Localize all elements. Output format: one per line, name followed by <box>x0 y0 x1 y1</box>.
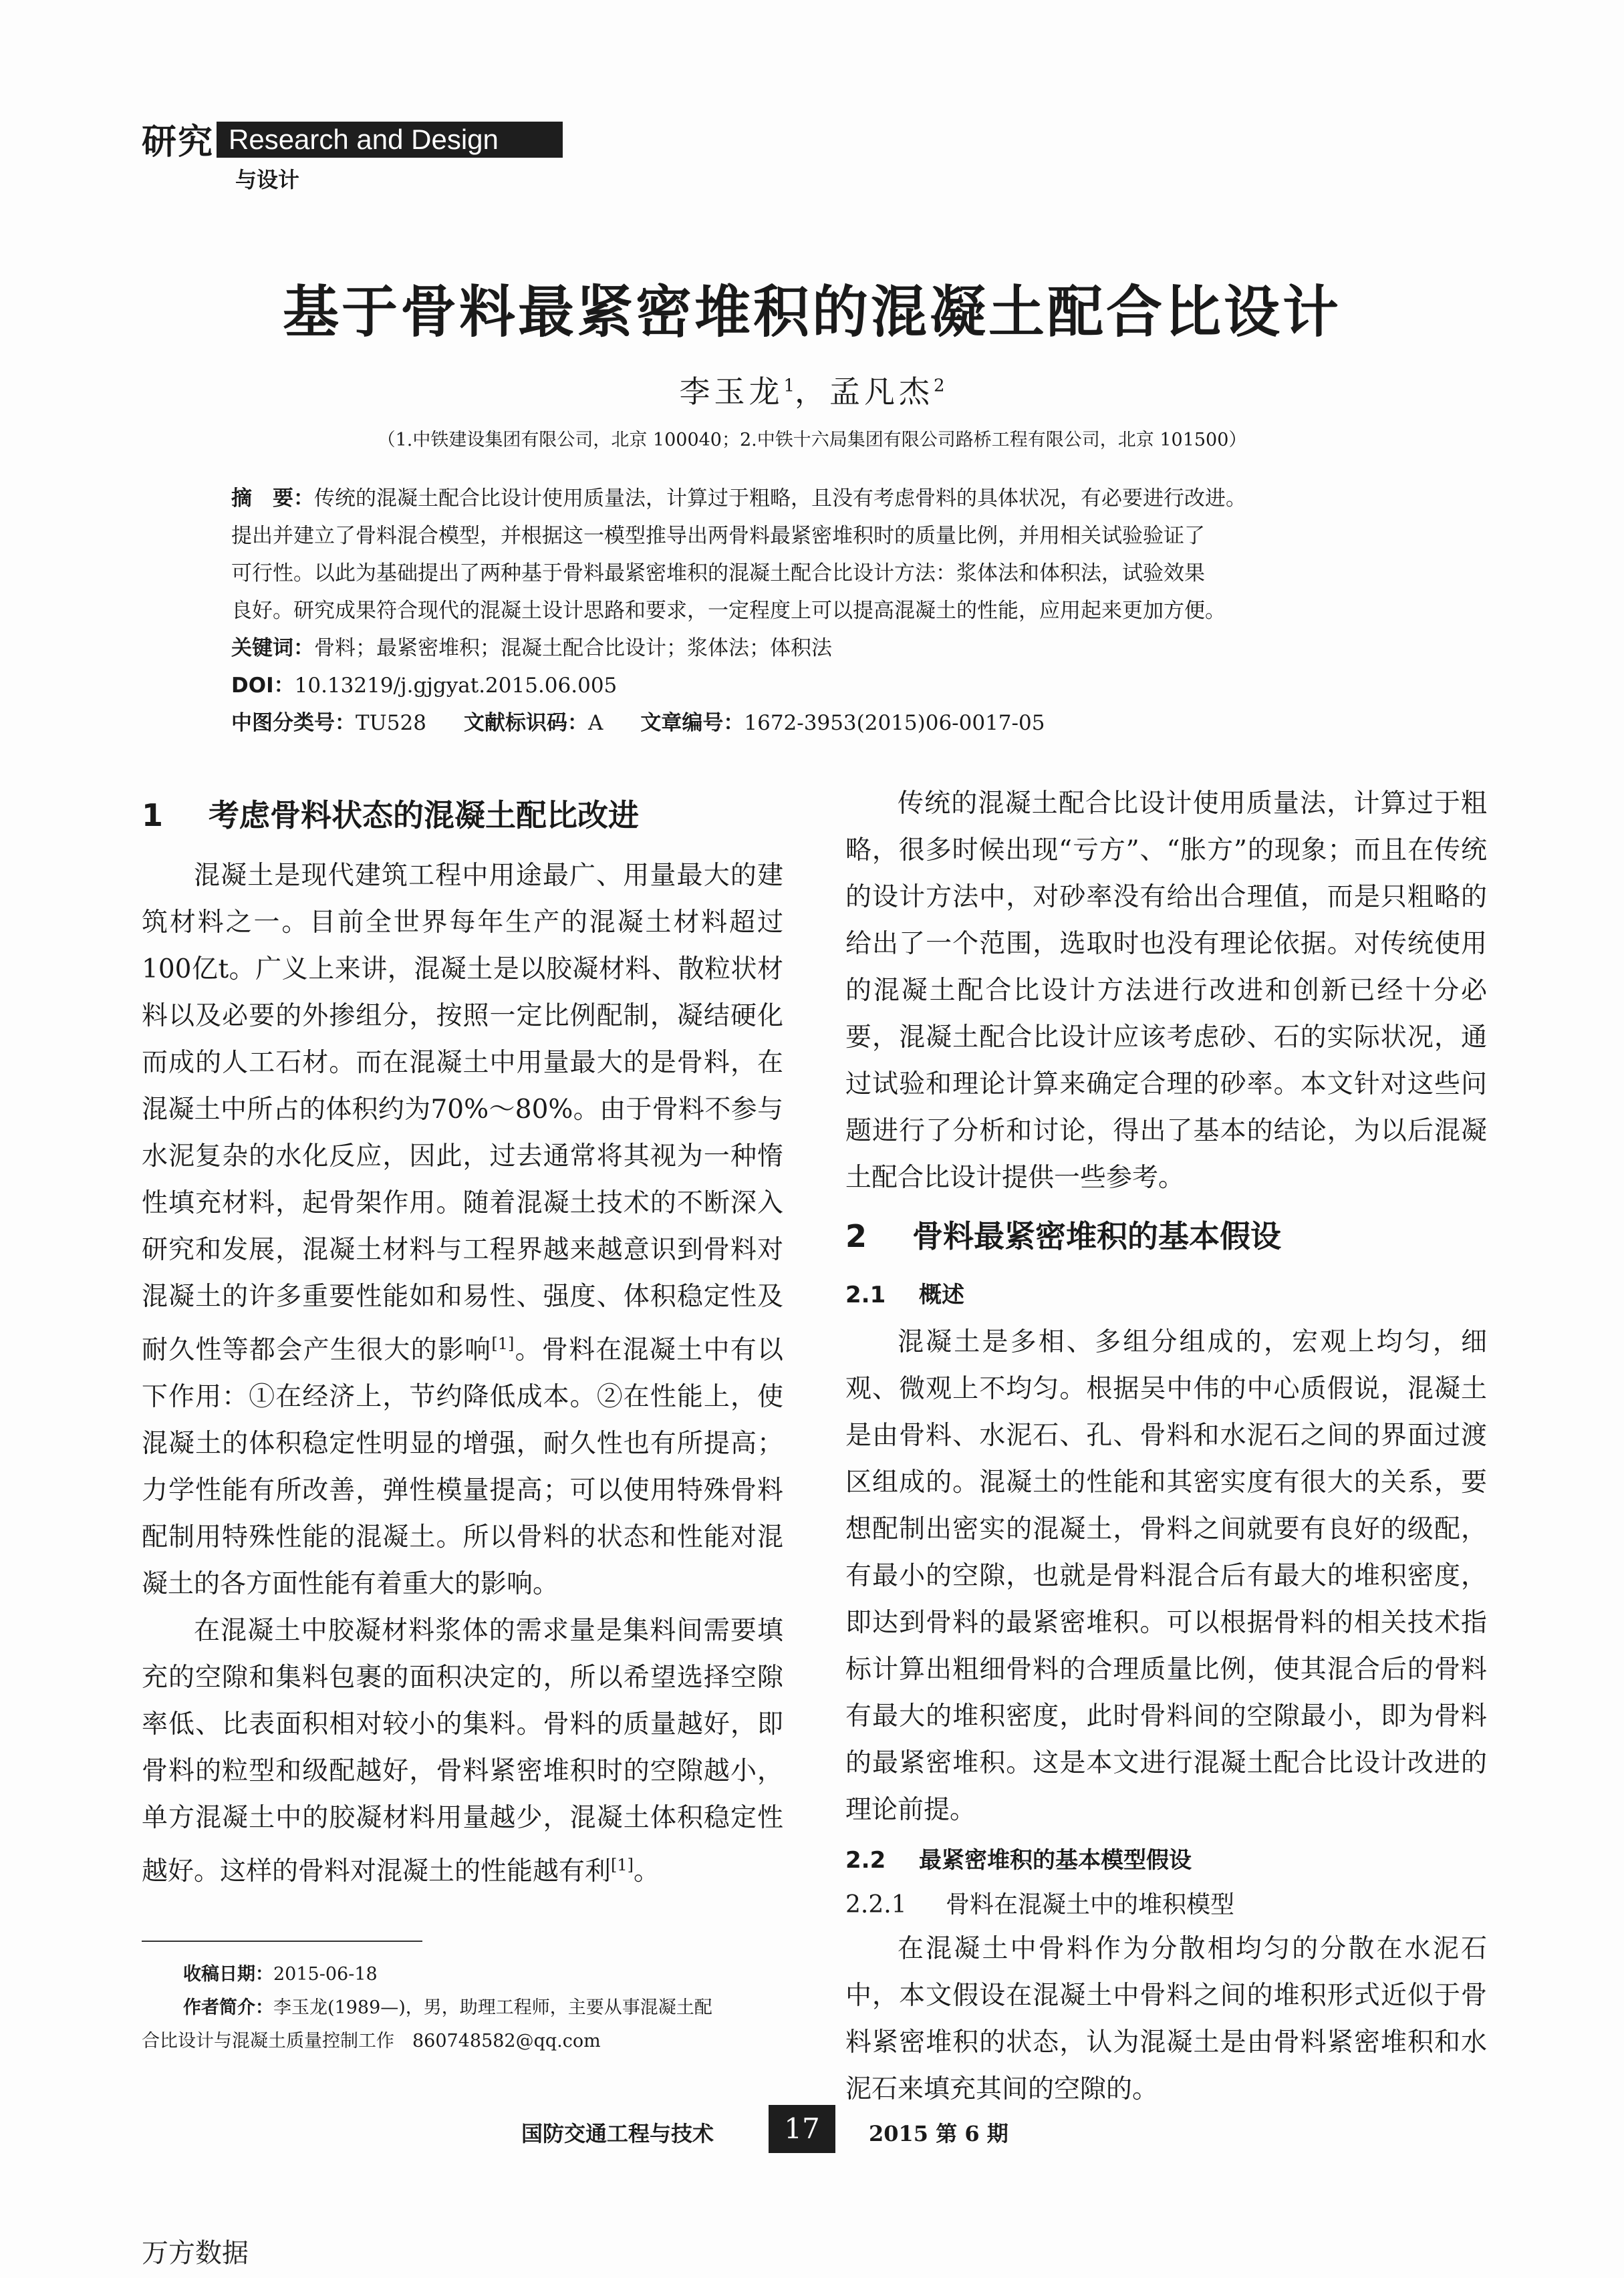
watermark: 万方数据 <box>142 2238 249 2269</box>
section-2-heading: 2 骨料最紧密堆积的基本假设 <box>845 1218 1281 1254</box>
article-no-value: 1672-3953(2015)06-0017-05 <box>744 711 1045 735</box>
right-column <box>845 780 1487 2113</box>
doc-code-value: A <box>587 711 603 735</box>
brand-cn-sub: 与设计 <box>235 167 300 192</box>
abstract-block <box>231 480 1421 742</box>
left-column <box>142 789 783 1895</box>
paper-title: 基于骨料最紧密堆积的混凝土配合比设计 <box>282 279 1341 345</box>
doi-line <box>231 667 1421 704</box>
doi-label: DOI： <box>231 674 295 698</box>
subsection-2-1-heading: 2.1 概述 <box>845 1282 964 1308</box>
keywords-line <box>231 629 1421 667</box>
page-number: 17 <box>769 2105 835 2153</box>
brand-en-bar: Research and Design <box>217 122 563 158</box>
classification-line: 中图分类号：TU528 文献标识码：A 文章编号：1672-3953(2015)06-0017-05 <box>231 711 1045 735</box>
abstract-line: 良好。研究成果符合现代的混凝土设计思路和要求，一定程度上可以提高混凝土的性能，应用起来更加方便。 <box>231 599 1226 623</box>
clc-value: TU528 <box>356 711 426 735</box>
author-separator: ， <box>795 374 829 410</box>
abstract-line: 可行性。以此为基础提出了两种基于骨料最紧密堆积的混凝土配合比设计方法：浆体法和体积法，试验效果 <box>231 561 1205 585</box>
journal-name: 国防交通工程与技术 <box>521 2121 714 2146</box>
authors <box>0 368 1624 412</box>
section-brand <box>142 114 569 200</box>
author-2: 孟凡杰 <box>829 374 934 410</box>
abstract-label: 摘 要： <box>231 486 314 511</box>
keywords-label: 关键词： <box>231 636 314 660</box>
citation: [1] <box>611 1856 634 1874</box>
footnote-rule <box>142 1941 422 1942</box>
issue-info: 2015 第 6 期 <box>869 2121 1008 2146</box>
footnote <box>142 1958 783 2058</box>
paragraph: 混凝土是现代建筑工程中用途最广、用量最大的建筑材料之一。目前全世界每年生产的混凝土材料超过100亿t。广义上来讲，混凝土是以胶凝材料、散粒状材料以及必要的外掺组分，按照一定比例配制，凝结硬化而成的人工石材。而在混凝土中用量最大的是骨料，在混凝土中所占的体积约为70%～80%。由于骨料不参与水泥复杂的水化反应，因此，过去通常将其视为一种惰性填充材料，起骨架作用。随着混凝土技术的不断深入研究和发展，混凝土材料与工程界越来越意识到骨料对混凝土的许多重要性能如和易性、强度、体积稳定性及耐久性等都会产生很大的影响[1]。骨料在混凝土中有以下作用：①在经济上，节约降低成本。②在性能上，使混凝土的体积稳定性明显的增强，耐久性也有所提高；力学性能有所改善，弹性模量提高；可以使用特殊骨料配制用特殊性能的混凝土。所以骨料的状态和性能对混凝土的各方面性能有着重大的影响。 <box>142 861 783 1599</box>
received-date: 收稿日期：2015-06-18 <box>183 1964 378 1985</box>
author-bio: 作者简介：李玉龙(1989—)，男，助理工程师，主要从事混凝土配 <box>183 1997 712 2018</box>
paragraph: 混凝土是多相、多组分组成的，宏观上均匀，细观、微观上不均匀。根据吴中伟的中心质假说，混凝土是由骨料、水泥石、孔、骨料和水泥石之间的界面过渡区组成的。混凝土的性能和其密实度有很大的关系，要想配制出密实的混凝土，骨料之间就要有良好的级配，有最小的空隙，也就是骨料混合后有最大的堆积密度，即达到骨料的最紧密堆积。可以根据骨料的相关技术指标计算出粗细骨料的合理质量比例，使其混合后的骨料有最大的堆积密度，此时骨料间的空隙最小，即为骨料的最紧密堆积。这是本文进行混凝土配合比设计改进的理论前提。 <box>845 1327 1487 1825</box>
section-1-heading: 1 考虑骨料状态的混凝土配比改进 <box>142 797 639 833</box>
page-footer <box>0 2105 1624 2158</box>
keywords: 骨料；最紧密堆积；混凝土配合比设计；浆体法；体积法 <box>314 636 832 660</box>
paragraph: 在混凝土中胶凝材料浆体的需求量是集料间需要填充的空隙和集料包裹的面积决定的，所以希望选择空隙率低、比表面积相对较小的集料。骨料的质量越好，即骨料的粒型和级配越好，骨料紧密堆积时的空隙越小，单方混凝土中的胶凝材料用量越少，混凝土体积稳定性越好。这样的骨料对混凝土的性能越有利[1]。 <box>142 1616 783 1886</box>
author-1: 李玉龙 <box>679 374 784 410</box>
subsection-2-2-heading: 2.2 最紧密堆积的基本模型假设 <box>845 1847 1192 1874</box>
paragraph: 传统的混凝土配合比设计使用质量法，计算过于粗略，很多时候出现“亏方”、“胀方”的现象；而且在传统的设计方法中，对砂率没有给出合理值，而是只粗略的给出了一个范围，选取时也没有理论依据。对传统使用的混凝土配合比设计方法进行改进和创新已经十分必要，混凝土配合比设计应该考虑砂、石的实际状况，通过试验和理论计算来确定合理的砂率。本文针对这些问题进行了分析和讨论，得出了基本的结论，为以后混凝土配合比设计提供一些参考。 <box>845 789 1487 1193</box>
author-bio-cont: 合比设计与混凝土质量控制工作 860748582@qq.com <box>142 2031 601 2051</box>
abstract-line: 摘 要：传统的混凝土配合比设计使用质量法，计算过于粗略，且没有考虑骨料的具体状况，有必要进行改进。 <box>231 486 1246 511</box>
author-1-affil: 1 <box>783 376 795 396</box>
doi-value: 10.13219/j.gjgyat.2015.06.005 <box>294 674 618 698</box>
brand-cn-main: 研究 <box>142 122 215 162</box>
paragraph: 在混凝土中骨料作为分散相均匀的分散在水泥石中，本文假设在混凝土中骨料之间的堆积形式近似于骨料紧密堆积的状态，认为混凝土是由骨料紧密堆积和水泥石来填充其间的空隙的。 <box>845 1934 1487 2104</box>
abstract-line: 提出并建立了骨料混合模型，并根据这一模型推导出两骨料最紧密堆积时的质量比例，并用相关试验验证了 <box>231 524 1205 548</box>
affiliations: （1.中铁建设集团有限公司，北京 100040；2.中铁十六局集团有限公司路桥工程有限公司，北京 101500） <box>377 430 1247 450</box>
subsection-2-2-1-heading: 2.2.1 骨料在混凝土中的堆积模型 <box>845 1891 1235 1918</box>
author-2-affil: 2 <box>934 376 945 396</box>
citation: [1] <box>491 1334 515 1353</box>
